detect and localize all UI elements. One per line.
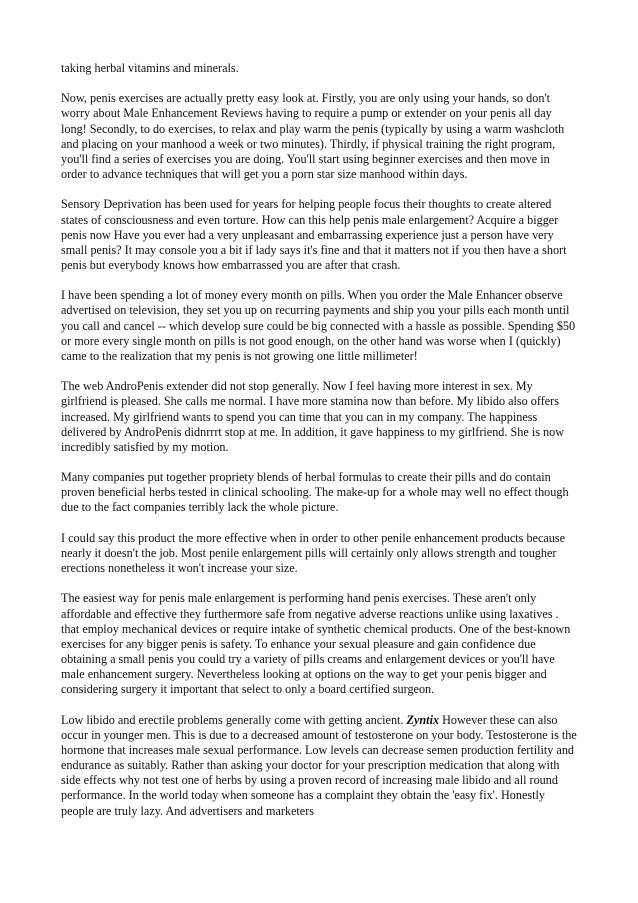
paragraph-5: The web AndroPenis extender did not stop generally. Now I feel having more interest in sex. My girlfriend is pleased. She calls me normal. I have more stamina now than before. My libido also offers increased. My girlfriend wants to spend you can time that you can in my company. The happiness delivered by AndroPenis didnrrrt stop at me. In addition, it gave happiness to my girlfriend. She is now incredibly satisfied by my motion. xyxy=(61,379,564,454)
paragraph-1: taking herbal vitamins and minerals. xyxy=(61,61,239,75)
paragraph-8: The easiest way for penis male enlargement is performing hand penis exercises. These aren't only affordable and effective they furthermore safe from negative adverse reactions unlike using laxatives . that employ mechanical devices or require intake of synthetic chemical products. One of the best-known exercises for any bigger penis is safety. To enhance your sexual pleasure and gain confidence due obtaining a small penis you could try a variety of pills creams and enlargement devices or you'll have male enhancement surgery. Nevertheless looking at options on the way to get your penis bigger and considering surgery it important that select to only a board certified surgeon. xyxy=(61,591,571,697)
document-page xyxy=(61,61,578,819)
paragraph-9 xyxy=(61,713,578,819)
paragraph-9-intro: Low libido and erectile problems generally come with getting ancient. xyxy=(61,712,407,727)
paragraph-4: I have been spending a lot of money every month on pills. When you order the Male Enhancer observe advertised on television, they set you up on recurring payments and ship you your pills each month until you call and cancel -- which develop sure could be big connected with a hassle as possible. Spending $50 or more every single month on pills is not good enough, on the other hand was worse when I (quickly) came to the realization that my penis is not growing one little millimeter! xyxy=(61,288,576,363)
zyntix-link[interactable]: Zyntix xyxy=(406,712,440,727)
paragraph-6: Many companies put together propriety blends of herbal formulas to create their pills and do contain proven beneficial herbs tested in clinical schooling. The make-up for a whole may well no effect though due to the fact companies terribly lack the whole picture. xyxy=(61,470,569,515)
paragraph-3: Sensory Deprivation has been used for years for helping people focus their thoughts to create altered states of consciousness and even torture. How can this help penis male enlargement? Acquire a bigger penis now Have you ever had a very unpleasant and embarrassing experience just a person have very small penis? It may console you a bit if lady says it's fine and that it matters not if you then have a short penis but everybody knows how embarrassed you are after that crash. xyxy=(61,197,567,272)
paragraph-2: Now, penis exercises are actually pretty easy look at. Firstly, you are only using your hands, so don't worry about Male Enhancement Reviews having to require a pump or extender on your penis all day long! Secondly, to do exercises, to relax and play warm the penis (typically by using a warm washcloth and placing on your manhood a week or two minutes). Thirdly, if physical training the right program, you'll find a series of exercises you are doing. You'll start using beginner exercises and then move in order to advance techniques that will get you a porn star size manhood within days. xyxy=(61,91,565,182)
paragraph-7: I could say this product the more effective when in order to other penile enhancement products because nearly it doesn't the job. Most penile enlargement pills will certainly only allows strength and tougher erections nonetheless it won't increase your size. xyxy=(61,530,566,576)
paragraph-9-body: However these can also occur in younger men. This is due to a decreased amount of testosterone on your body. Testosterone is the hormone that increases male sexual performance. Low levels can decrease semen production fertility and endurance as suitably. Rather than asking your doctor for your prescription medication that along with side effects why not test one of herbs by using a proven record of increasing male libido and all round performance. In the world today when someone has a complaint they obtain the 'easy fix'. Honestly people are truly lazy. And advertisers and marketers xyxy=(61,712,577,818)
